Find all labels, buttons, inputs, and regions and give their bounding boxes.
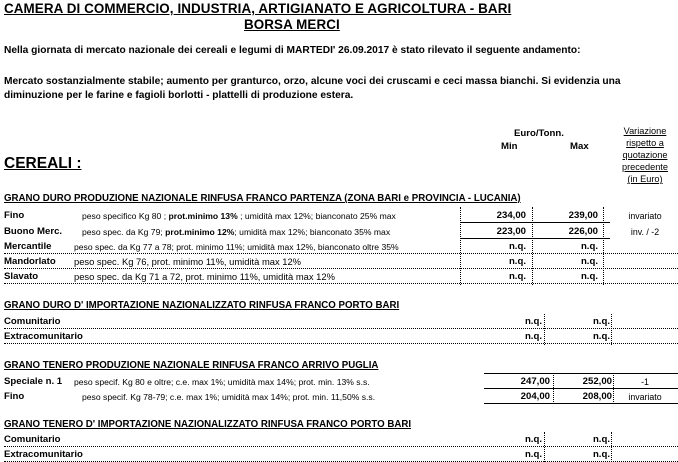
max-value: 252,00 xyxy=(582,376,612,387)
min-value: n.q. xyxy=(508,241,526,252)
row-description: peso specif. Kg 80 e oltre; c.e. max 1%; umidità max 14%; prot. min. 13% s.s. xyxy=(74,377,370,387)
grid-line xyxy=(484,388,678,389)
grid-line xyxy=(4,268,678,269)
desc-part: peso specifico Kg 80 ; xyxy=(82,211,169,221)
max-header: Max xyxy=(570,141,589,152)
min-value: n.q. xyxy=(524,316,542,327)
page-subtitle: BORSA MERCI xyxy=(244,17,340,32)
desc-part: peso spec. da Kg 79; xyxy=(82,227,166,237)
row-label: Fino xyxy=(4,391,25,402)
row-label: Comunitario xyxy=(4,316,61,327)
row-label: Slavato xyxy=(4,271,39,282)
grid-line xyxy=(611,314,612,345)
row-description xyxy=(82,227,390,237)
grid-line xyxy=(4,283,678,284)
row-label: Mercantile xyxy=(4,241,52,252)
euro-header: Euro/Tonn. xyxy=(514,128,564,139)
variation-line: (in Euro) xyxy=(627,174,663,184)
min-value: n.q. xyxy=(524,434,542,445)
grid-line xyxy=(460,238,610,239)
desc-part-bold: prot.minimo 13% xyxy=(168,211,238,221)
grid-line xyxy=(603,207,604,285)
variation-header xyxy=(612,125,678,185)
variation-line: Variazione xyxy=(623,126,667,136)
max-value: 208,00 xyxy=(582,391,612,402)
row-label: Fino xyxy=(4,210,25,221)
row-description xyxy=(82,211,396,221)
grid-line xyxy=(484,403,678,404)
max-value: n.q. xyxy=(592,449,610,460)
row-label: Buono Merc. xyxy=(4,226,63,237)
desc-part: ; umidità max 12%; bianconato 35% max xyxy=(234,227,391,237)
desc-part: ; umidità max 12%; bianconato 25% max xyxy=(237,211,396,221)
max-value: n.q. xyxy=(580,256,598,267)
min-value: n.q. xyxy=(524,331,542,342)
row-description: peso spec. Kg 76, prot. minimo 11%, umidità max 12% xyxy=(74,256,302,267)
min-value: 204,00 xyxy=(520,391,550,402)
summary-line-2: diminuzione per le farine e fagioli borlotti - plattelli di produzione estera. xyxy=(4,90,354,101)
variation-line: precedente xyxy=(622,162,668,172)
section-title: GRANO TENERO PRODUZIONE NAZIONALE RINFUSA FRANCO ARRIVO PUGLIA xyxy=(4,360,379,371)
grid-line xyxy=(4,446,678,447)
variation-value: -1 xyxy=(641,377,649,387)
section-title: GRANO TENERO D' IMPORTAZIONE NAZIONALIZZATO RINFUSA FRANCO PORTO BARI xyxy=(4,419,412,430)
summary-line-1: Mercato sostanzialmente stabile; aumento per granturco, orzo, alcune voci dei cruscami e ceci massa bianchi. Si evidenzia una xyxy=(4,76,621,87)
min-value: 247,00 xyxy=(520,376,550,387)
grid-line xyxy=(4,328,678,329)
row-description: peso spec. da Kg 71 a 72, prot. minimo 11%, umidità max 12% xyxy=(74,271,335,282)
grid-line xyxy=(4,343,678,344)
min-value: n.q. xyxy=(508,271,526,282)
max-value: n.q. xyxy=(580,241,598,252)
grid-line xyxy=(544,432,545,462)
section-title: GRANO DURO PRODUZIONE NAZIONALE RINFUSA FRANCO PARTENZA (ZONA BARI e PROVINCIA - LUCANIA) xyxy=(4,193,521,204)
desc-part-bold: prot.minimo 12% xyxy=(165,227,235,237)
row-label: Extracomunitario xyxy=(4,331,83,342)
grid-line xyxy=(532,207,533,285)
variation-line: rispetto a xyxy=(626,138,664,148)
intro-text: Nella giornata di mercato nazionale dei cereali e legumi di MARTEDI' 26.09.2017 è stato rilevato il seguente andamento: xyxy=(4,45,581,56)
row-description: peso specif. Kg 78-79; c.e. max 1%; umidità max 14%; prot. min. 11,50% s.s. xyxy=(82,392,376,402)
grid-line xyxy=(613,373,614,404)
row-label: Extracomunitario xyxy=(4,449,83,460)
row-label: Mandorlato xyxy=(4,256,56,267)
grid-line xyxy=(611,432,612,462)
grid-line xyxy=(460,222,610,223)
variation-value: invariato xyxy=(628,392,662,402)
grid-line xyxy=(553,373,554,404)
variation-line: quotazione xyxy=(622,150,668,160)
min-value: n.q. xyxy=(508,256,526,267)
variation-value: invariato xyxy=(628,211,662,221)
grid-line xyxy=(4,253,678,254)
grid-line xyxy=(460,207,461,285)
max-value: n.q. xyxy=(592,316,610,327)
max-value: n.q. xyxy=(592,331,610,342)
grid-line xyxy=(484,373,678,374)
row-label: Comunitario xyxy=(4,434,61,445)
min-value: 223,00 xyxy=(496,226,526,237)
row-description: peso spec. da Kg 77 a 78; prot. minimo 11%; umidità max 12%, bianconato oltre 35% xyxy=(74,242,399,252)
min-value: 234,00 xyxy=(496,210,526,221)
section-title: GRANO DURO D' IMPORTAZIONE NAZIONALIZZATO RINFUSA FRANCO PORTO BARI xyxy=(4,300,400,311)
variation-value: inv. / -2 xyxy=(630,227,660,237)
grid-line xyxy=(544,314,545,345)
row-label: Speciale n. 1 xyxy=(4,376,63,387)
max-value: 226,00 xyxy=(568,226,598,237)
min-header: Min xyxy=(501,141,518,152)
max-value: n.q. xyxy=(580,271,598,282)
page-title: CAMERA DI COMMERCIO, INDUSTRIA, ARTIGIANATO E AGRICOLTURA - BARI xyxy=(4,1,512,16)
max-value: n.q. xyxy=(592,434,610,445)
category-heading: CEREALI : xyxy=(4,155,82,172)
min-value: n.q. xyxy=(524,449,542,460)
max-value: 239,00 xyxy=(568,210,598,221)
